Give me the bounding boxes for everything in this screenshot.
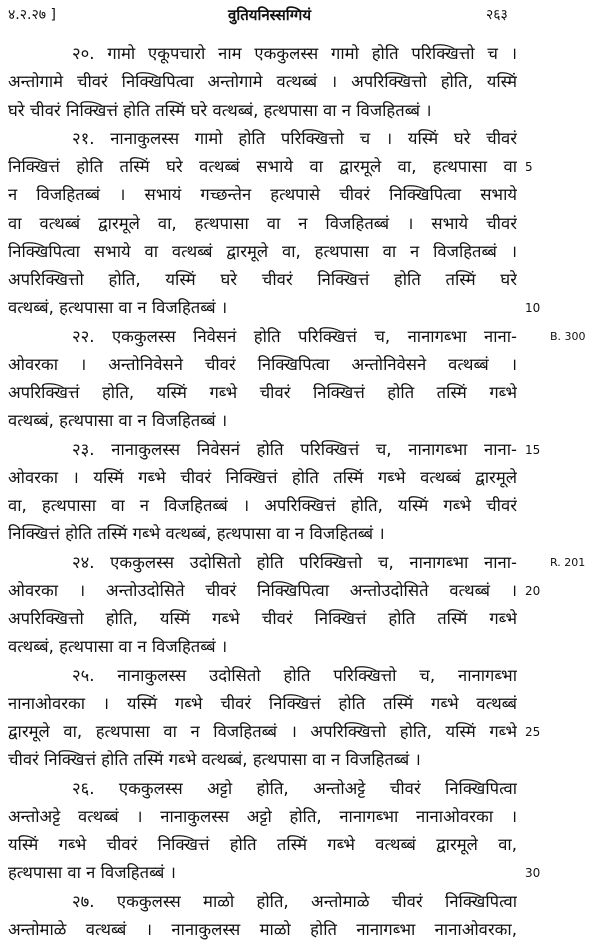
body-text — [8, 40, 517, 944]
text-line: ओवरका । यस्मिं गब्भे चीवरं निक्खित्तं होति तस्मिं गब्भे वत्थब्बं द्वारमूले — [8, 467, 517, 487]
text-line: अन्तोअट्टे वत्थब्बं । नानाकुलस्स अट्टो होति, नानागब्भा नानाओवरका । — [8, 806, 517, 826]
margin-line-number: 20 — [525, 583, 541, 598]
text-line: २६. एककुलस्स अट्टो होति, अन्तोअट्टे चीवरं निक्खिपित्वा — [72, 778, 517, 798]
text-line: ओवरका । अन्तोउदोसिते चीवरं निक्खिपित्वा अन्तोउदोसिते वत्थब्बं । — [8, 580, 517, 600]
margin-line-number: 30 — [525, 866, 541, 881]
text-line: ओवरका । अन्तोनिवेसने चीवरं निक्खिपित्वा अन्तोनिवेसने वत्थब्बं । — [8, 354, 517, 374]
margin-line-number: 10 — [525, 301, 541, 316]
margin-line-number: 25 — [525, 725, 541, 739]
text-line: २२. एककुलस्स निवेसनं होति परिक्खित्तं च, नानागब्भा नाना- — [72, 326, 517, 346]
text-line: वत्थब्बं, हत्थपासा वा न विजहितब्बं । — [8, 637, 228, 657]
text-line: निक्खित्तं होति तस्मिं घरे वत्थब्बं सभाये वा द्वारमूले वा, हत्थपासा वा — [8, 157, 517, 176]
text-line: अन्तोगामे चीवरं निक्खिपित्वा अन्तोगामे वत्थब्बं । अपरिक्खित्तो होति, यस्मिं — [8, 72, 517, 92]
text-line: घरे चीवरं निक्खित्तं होति तस्मिं घरे वत्थब्बं, हत्थपासा वा न विजहितब्बं । — [8, 100, 432, 120]
text-line: वत्थब्बं, हत्थपासा वा न विजहितब्बं । — [8, 298, 228, 318]
text-line: नानाओवरका । यस्मिं गब्भे चीवरं निक्खित्तं होति तस्मिं गब्भे वत्थब्बं — [8, 693, 517, 713]
text-line: वत्थब्बं, हत्थपासा वा न विजहितब्बं । — [8, 411, 228, 431]
text-line: २४. एककुलस्स उदोसितो होति परिक्खित्तो च, नानागब्भा नाना- — [72, 552, 517, 572]
text-line: २१. नानाकुलस्स गामो होति परिक्खित्तो च । यस्मिं घरे चीवरं — [72, 128, 517, 148]
text-line: न विजहितब्बं । सभायं गच्छन्तेन हत्थपासे चीवरं निक्खिपित्वा सभाये — [8, 185, 517, 205]
text-line: निक्खित्तं होति तस्मिं गब्भे वत्थब्बं, हत्थपासा वा न विजहितब्बं । — [8, 524, 385, 544]
text-line: अपरिक्खित्तं होति, यस्मिं गब्भे चीवरं निक्खित्तं होति तस्मिं गब्भे — [8, 383, 517, 402]
text-line: हत्थपासा वा न विजहितब्बं । — [8, 863, 176, 883]
text-line: वा वत्थब्बं द्वारमूले वा, हत्थपासा वा न विजहितब्बं । सभाये चीवरं — [8, 213, 517, 233]
text-line: निक्खिपित्वा सभाये वा वत्थब्बं द्वारमूले वा, हत्थपासा वा न विजहितब्बं । — [8, 241, 517, 261]
margin-line-number: 15 — [525, 442, 541, 457]
text-line: २३. नानाकुलस्स निवेसनं होति परिक्खित्तं च, नानागब्भा नाना- — [72, 439, 517, 459]
text-line: २०. गामो एकूपचारो नाम एककुलस्स गामो होति परिक्खित्तो च । — [72, 44, 517, 63]
text-line: अपरिक्खित्तो होति, यस्मिं गब्भे चीवरं निक्खित्तं होति तस्मिं गब्भे — [8, 609, 517, 628]
text-line: यस्मिं गब्भे चीवरं निक्खित्तं होति तस्मिं गब्भे वत्थब्बं द्वारमूले वा, — [8, 835, 517, 854]
text-line: अन्तोमाळे वत्थब्बं । नानाकुलस्स माळो होति नानागब्भा नानाओवरका, — [8, 919, 517, 939]
text-line: २५. नानाकुलस्स उदोसितो होति परिक्खित्तो च, नानागब्भा — [72, 665, 517, 685]
text-line: अपरिक्खित्तो होति, यस्मिं घरे चीवरं निक्खित्तं होति तस्मिं घरे — [8, 270, 517, 289]
edition-page-reference: R. 201 — [550, 555, 586, 569]
running-title: वुतियनिस्सग्गियं — [228, 6, 312, 24]
text-line: वा, हत्थपासा वा न विजहितब्बं । अपरिक्खित्तं होति, यस्मिं गब्भे चीवरं — [8, 496, 517, 515]
edition-page-reference: B. 300 — [550, 329, 586, 343]
text-line: २७. एककुलस्स माळो होति, अन्तोमाळे चीवरं निक्खिपित्वा — [72, 891, 517, 911]
section-reference: ४.२.२७ ] — [8, 7, 56, 23]
margin-line-number: 5 — [525, 160, 533, 174]
page-number: २६३ — [486, 7, 508, 23]
text-line: द्वारमूले वा, हत्थपासा वा न विजहितब्बं । अपरिक्खित्तो होति, यस्मिं गब्भे — [8, 722, 517, 741]
text-line: चीवरं निक्खित्तं होति तस्मिं गब्भे वत्थब्बं, हत्थपासा वा न विजहितब्बं । — [8, 750, 421, 770]
